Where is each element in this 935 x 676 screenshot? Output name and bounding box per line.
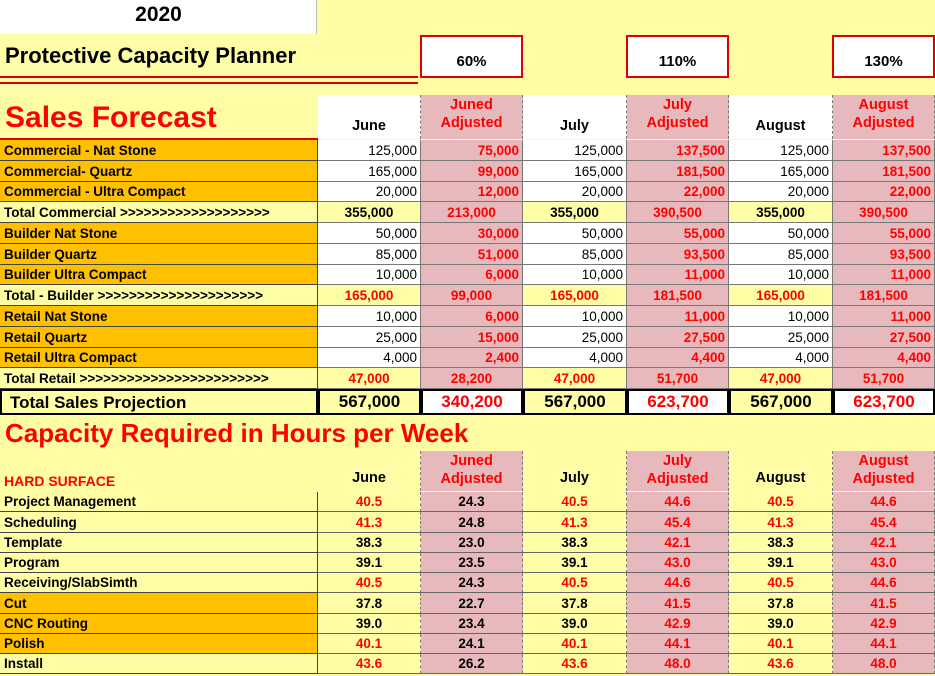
sales-cell[interactable]: 137,500	[833, 140, 935, 161]
sales-col-header-line2: Adjusted	[440, 115, 503, 131]
grand-total-cell[interactable]: 567,000	[729, 389, 833, 415]
sales-cell[interactable]: 51,700	[627, 368, 729, 389]
sales-cell[interactable]: 50,000	[729, 223, 833, 244]
capacity-cell[interactable]: 42.1	[833, 533, 935, 553]
percent-box-august[interactable]	[832, 35, 935, 78]
capacity-cell[interactable]: 23.4	[421, 614, 523, 634]
sales-cell[interactable]: 4,000	[729, 348, 833, 368]
capacity-row-label: CNC Routing	[0, 614, 318, 634]
capacity-cell[interactable]: 39.1	[729, 553, 833, 573]
capacity-cell[interactable]: 24.3	[421, 492, 523, 512]
sales-cell[interactable]: 20,000	[729, 182, 833, 202]
sales-cell[interactable]: 28,200	[421, 368, 523, 389]
sales-cell[interactable]: 99,000	[421, 161, 523, 182]
capacity-cell[interactable]: 22.7	[421, 593, 523, 614]
capacity-cell[interactable]: 41.5	[627, 593, 729, 614]
capacity-cell[interactable]: 41.5	[833, 593, 935, 614]
capacity-cell[interactable]: 38.3	[523, 533, 627, 553]
capacity-row-label: Cut	[0, 593, 318, 614]
sales-col-header-5	[833, 95, 935, 139]
capacity-cell[interactable]: 23.0	[421, 533, 523, 553]
capacity-cell[interactable]: 37.8	[318, 593, 421, 614]
sales-cell[interactable]: 85,000	[318, 244, 421, 265]
sales-cell[interactable]: 11,000	[627, 265, 729, 285]
sales-row-label: Commercial - Nat Stone	[0, 140, 318, 161]
sales-cell[interactable]: 25,000	[318, 327, 421, 348]
sales-cell[interactable]: 2,400	[421, 348, 523, 368]
capacity-cell[interactable]: 41.3	[318, 512, 421, 533]
capacity-col-header-0	[318, 451, 421, 491]
sales-cell[interactable]: 355,000	[523, 202, 627, 223]
capacity-col-header-line2: Adjusted	[646, 471, 709, 487]
capacity-col-header-2	[523, 451, 627, 491]
sales-cell[interactable]: 20,000	[318, 182, 421, 202]
sales-cell[interactable]: 55,000	[833, 223, 935, 244]
capacity-cell[interactable]: 43.6	[523, 654, 627, 674]
sales-col-header-3	[627, 95, 729, 139]
sales-cell[interactable]: 10,000	[318, 265, 421, 285]
capacity-title: Capacity Required in Hours per Week	[5, 418, 469, 448]
page-title: Protective Capacity Planner	[5, 43, 297, 68]
sales-cell[interactable]: 181,500	[833, 285, 935, 306]
sales-cell[interactable]: 93,500	[833, 244, 935, 265]
capacity-cell[interactable]: 48.0	[627, 654, 729, 674]
capacity-cell[interactable]: 39.1	[318, 553, 421, 573]
hard-surface-label: HARD SURFACE	[4, 473, 116, 489]
capacity-cell[interactable]: 40.5	[523, 492, 627, 512]
sales-cell[interactable]: 75,000	[421, 140, 523, 161]
sales-col-header-label: July	[559, 118, 589, 134]
sales-row-label: Total Commercial >>>>>>>>>>>>>>>>>>>	[0, 202, 318, 223]
sales-cell[interactable]: 22,000	[627, 182, 729, 202]
sales-cell[interactable]: 55,000	[627, 223, 729, 244]
sales-cell[interactable]: 50,000	[318, 223, 421, 244]
percent-august: 130%	[864, 53, 903, 70]
capacity-cell[interactable]: 43.0	[627, 553, 729, 573]
sales-cell[interactable]: 6,000	[421, 265, 523, 285]
sales-cell[interactable]: 4,000	[523, 348, 627, 368]
capacity-cell[interactable]: 40.1	[523, 634, 627, 654]
sales-cell[interactable]: 6,000	[421, 306, 523, 327]
sales-cell[interactable]: 355,000	[729, 202, 833, 223]
sales-cell[interactable]: 22,000	[833, 182, 935, 202]
sales-cell[interactable]: 213,000	[421, 202, 523, 223]
sales-cell[interactable]: 125,000	[318, 140, 421, 161]
sales-cell[interactable]: 85,000	[523, 244, 627, 265]
sales-cell[interactable]: 93,500	[627, 244, 729, 265]
capacity-cell[interactable]: 37.8	[729, 593, 833, 614]
sales-cell[interactable]: 4,400	[627, 348, 729, 368]
sales-cell[interactable]: 85,000	[729, 244, 833, 265]
sales-cell[interactable]: 390,500	[833, 202, 935, 223]
capacity-cell[interactable]: 44.6	[833, 573, 935, 593]
sales-col-header-1	[421, 95, 523, 139]
sales-cell[interactable]: 20,000	[523, 182, 627, 202]
grand-total-cell[interactable]: 623,700	[627, 389, 729, 415]
sales-row-label: Builder Ultra Compact	[0, 265, 318, 285]
capacity-row-label: Scheduling	[0, 512, 318, 533]
sales-cell[interactable]: 47,000	[729, 368, 833, 389]
sales-cell[interactable]: 165,000	[729, 161, 833, 182]
capacity-col-header-line1: July	[662, 453, 692, 469]
capacity-cell[interactable]: 42.1	[627, 533, 729, 553]
percent-box-june[interactable]	[420, 35, 523, 78]
capacity-cell[interactable]: 39.0	[318, 614, 421, 634]
sales-cell[interactable]: 181,500	[627, 161, 729, 182]
capacity-col-header-line2: Adjusted	[852, 471, 915, 487]
sales-row-label: Commercial - Ultra Compact	[0, 182, 318, 202]
sales-cell[interactable]: 25,000	[523, 327, 627, 348]
capacity-cell[interactable]: 24.3	[421, 573, 523, 593]
sales-row-label: Retail Nat Stone	[0, 306, 318, 327]
sales-cell[interactable]: 165,000	[318, 161, 421, 182]
grand-total-cell[interactable]: 340,200	[421, 389, 523, 415]
sales-cell[interactable]: 355,000	[318, 202, 421, 223]
sales-cell[interactable]: 11,000	[627, 306, 729, 327]
capacity-col-header-label: August	[755, 470, 806, 486]
grand-total-cell[interactable]: 567,000	[523, 389, 627, 415]
sales-cell[interactable]: 50,000	[523, 223, 627, 244]
capacity-cell[interactable]: 39.0	[729, 614, 833, 634]
sales-cell[interactable]: 11,000	[833, 306, 935, 327]
sales-cell[interactable]: 11,000	[833, 265, 935, 285]
sales-col-header-4	[729, 95, 833, 139]
capacity-cell[interactable]: 26.2	[421, 654, 523, 674]
sales-cell[interactable]: 10,000	[523, 265, 627, 285]
capacity-cell[interactable]: 44.6	[627, 573, 729, 593]
capacity-row-label: Program	[0, 553, 318, 573]
capacity-cell[interactable]: 45.4	[627, 512, 729, 533]
capacity-cell[interactable]: 40.1	[729, 634, 833, 654]
capacity-col-header-3	[627, 451, 729, 491]
capacity-cell[interactable]: 40.5	[729, 492, 833, 512]
capacity-cell[interactable]: 40.5	[318, 492, 421, 512]
sales-col-header-line2: Adjusted	[646, 115, 709, 131]
capacity-row-label: Receiving/SlabSimth	[0, 573, 318, 593]
sales-row-label: Retail Quartz	[0, 327, 318, 348]
capacity-col-header-5	[833, 451, 935, 491]
capacity-row-label: Install	[0, 654, 318, 674]
sales-forecast-title: Sales Forecast	[5, 101, 217, 134]
sales-col-header-line1: July	[662, 97, 692, 113]
sales-cell[interactable]: 51,700	[833, 368, 935, 389]
sales-cell[interactable]: 10,000	[729, 306, 833, 327]
sales-col-header-line1: Juned	[450, 97, 493, 113]
sales-cell[interactable]: 27,500	[833, 327, 935, 348]
sales-row-label: Builder Quartz	[0, 244, 318, 265]
sales-col-header-label: June	[352, 118, 386, 134]
capacity-cell[interactable]: 41.3	[523, 512, 627, 533]
sales-cell[interactable]: 181,500	[627, 285, 729, 306]
capacity-row-label: Template	[0, 533, 318, 553]
capacity-col-header-1	[421, 451, 523, 491]
sales-cell[interactable]: 165,000	[729, 285, 833, 306]
sales-cell[interactable]: 10,000	[729, 265, 833, 285]
capacity-cell[interactable]: 45.4	[833, 512, 935, 533]
sales-cell[interactable]: 137,500	[627, 140, 729, 161]
sales-cell[interactable]: 99,000	[421, 285, 523, 306]
capacity-cell[interactable]: 39.0	[523, 614, 627, 634]
sales-cell[interactable]: 181,500	[833, 161, 935, 182]
capacity-cell[interactable]: 40.1	[318, 634, 421, 654]
percent-june: 60%	[456, 53, 487, 70]
capacity-cell[interactable]: 40.5	[729, 573, 833, 593]
sales-cell[interactable]: 125,000	[729, 140, 833, 161]
sales-row-label: Retail Ultra Compact	[0, 348, 318, 368]
sales-row-label: Commercial- Quartz	[0, 161, 318, 182]
capacity-col-header-4	[729, 451, 833, 491]
capacity-cell[interactable]: 43.6	[729, 654, 833, 674]
grand-total-cell[interactable]: 567,000	[318, 389, 421, 415]
sales-cell[interactable]: 30,000	[421, 223, 523, 244]
sales-cell[interactable]: 125,000	[523, 140, 627, 161]
capacity-cell[interactable]: 43.0	[833, 553, 935, 573]
capacity-cell[interactable]: 23.5	[421, 553, 523, 573]
sales-cell[interactable]: 27,500	[627, 327, 729, 348]
sales-cell[interactable]: 12,000	[421, 182, 523, 202]
sales-cell[interactable]: 47,000	[523, 368, 627, 389]
sales-row-label: Total - Builder >>>>>>>>>>>>>>>>>>>>>	[0, 285, 318, 306]
capacity-cell[interactable]: 48.0	[833, 654, 935, 674]
sales-cell[interactable]: 4,400	[833, 348, 935, 368]
sales-col-header-label: August	[755, 118, 806, 134]
capacity-cell[interactable]: 44.6	[627, 492, 729, 512]
sales-cell[interactable]: 25,000	[729, 327, 833, 348]
grand-total-label: Total Sales Projection	[10, 393, 187, 412]
capacity-cell[interactable]: 44.6	[833, 492, 935, 512]
capacity-cell[interactable]: 44.1	[833, 634, 935, 654]
sales-cell[interactable]: 47,000	[318, 368, 421, 389]
year-label: 2020	[135, 3, 182, 26]
sales-row-label: Total Retail >>>>>>>>>>>>>>>>>>>>>>>>	[0, 368, 318, 389]
capacity-col-header-line1: August	[858, 453, 909, 469]
capacity-col-header-line2: Adjusted	[440, 471, 503, 487]
sales-col-header-line2: Adjusted	[852, 115, 915, 131]
year-cell[interactable]	[0, 0, 317, 34]
percent-box-july[interactable]	[626, 35, 729, 78]
sales-row-label: Builder Nat Stone	[0, 223, 318, 244]
sales-cell[interactable]: 165,000	[523, 161, 627, 182]
capacity-cell[interactable]: 38.3	[318, 533, 421, 553]
sales-cell[interactable]: 10,000	[523, 306, 627, 327]
sales-cell[interactable]: 10,000	[318, 306, 421, 327]
sales-col-header-line1: August	[858, 97, 909, 113]
capacity-col-header-label: June	[352, 470, 386, 486]
capacity-cell[interactable]: 40.5	[318, 573, 421, 593]
capacity-cell[interactable]: 38.3	[729, 533, 833, 553]
sales-cell[interactable]: 51,000	[421, 244, 523, 265]
capacity-cell[interactable]: 24.1	[421, 634, 523, 654]
capacity-cell[interactable]: 41.3	[729, 512, 833, 533]
capacity-cell[interactable]: 37.8	[523, 593, 627, 614]
sales-cell[interactable]: 165,000	[523, 285, 627, 306]
capacity-col-header-line1: Juned	[450, 453, 493, 469]
capacity-cell[interactable]: 24.8	[421, 512, 523, 533]
title-cell[interactable]	[0, 34, 418, 78]
capacity-cell[interactable]: 42.9	[627, 614, 729, 634]
capacity-cell[interactable]: 39.1	[523, 553, 627, 573]
capacity-cell[interactable]: 42.9	[833, 614, 935, 634]
grand-total-cell[interactable]: 623,700	[833, 389, 935, 415]
capacity-cell[interactable]: 40.5	[523, 573, 627, 593]
capacity-row-label: Polish	[0, 634, 318, 654]
capacity-col-header-label: July	[559, 470, 589, 486]
capacity-row-label: Project Management	[0, 492, 318, 512]
sales-cell[interactable]: 165,000	[318, 285, 421, 306]
sales-cell[interactable]: 4,000	[318, 348, 421, 368]
capacity-cell[interactable]: 44.1	[627, 634, 729, 654]
sales-col-header-2	[523, 95, 627, 139]
capacity-cell[interactable]: 43.6	[318, 654, 421, 674]
sales-col-header-0	[318, 95, 421, 139]
percent-july: 110%	[658, 53, 697, 70]
title-rule	[0, 82, 418, 84]
sales-cell[interactable]: 390,500	[627, 202, 729, 223]
grand-total-label-cell	[0, 389, 318, 415]
sales-cell[interactable]: 15,000	[421, 327, 523, 348]
